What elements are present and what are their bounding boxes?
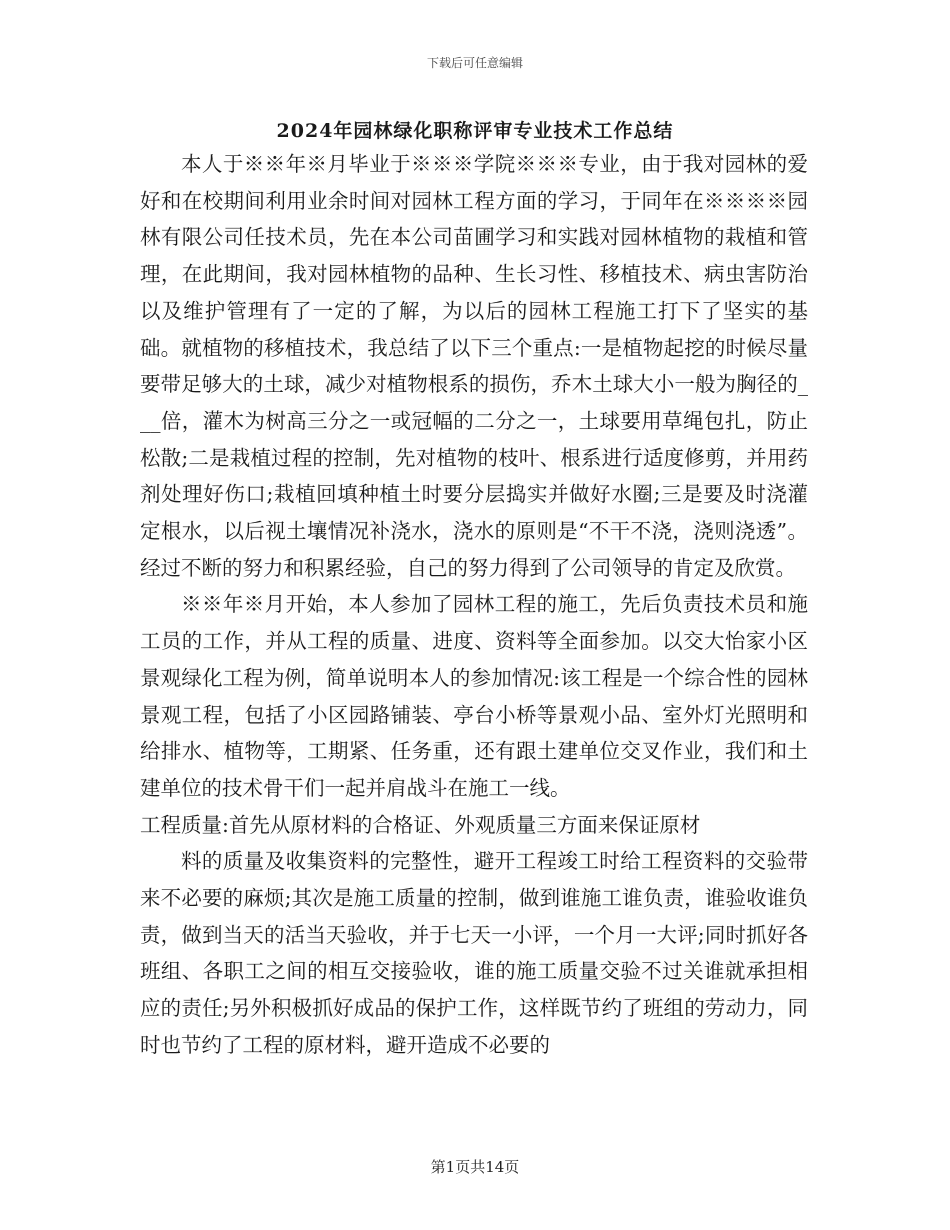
paragraph-1: 本人于※※年※月毕业于※※※学院※※※专业，由于我对园林的爱好和在校期间利用业余时间对园林工程方面的学习，于同年在※※※※园林有限公司任技术员，先在本公司苗圃学习和实践对园林植物的栽植和管理，在此期间，我对园林植物的品种、生长习性、移植技术、病虫害防治以及维护管理有了一定的了解，为以后的园林工程施工打下了坚实的基础。就植物的移植技术，我总结了以下三个重点:一是植物起挖的时候尽量要带足够大的土球，减少对植物根系的损伤，乔木土球大小一般为胸径的___倍，灌木为树高三分之一或冠幅的二分之一，土球要用草绳包扎，防止松散;二是栽植过程的控制，先对植物的枝叶、根系进行适度修剪，并用药剂处理好伤口;栽植回填种植土时要分层捣实并做好水圈;三是要及时浇灌定根水，以后视土壤情况补浇水，浇水的原则是“不干不浇，浇则浇透”。经过不断的努力和积累经验，自己的努力得到了公司领导的肯定及欣赏。 (140, 152, 808, 580)
paragraph-2: ※※年※月开始，本人参加了园林工程的施工，先后负责技术员和施工员的工作，并从工程的质量、进度、资料等全面参加。以交大怡家小区景观绿化工程为例，简单说明本人的参加情况:该工程是一个综合性的园林景观工程，包括了小区园路铺装、亭台小桥等景观小品、室外灯光照明和给排水、植物等，工期紧、任务重，还有跟土建单位交叉作业，我们和土建单位的技术骨干们一起并肩战斗在施工一线。 (140, 592, 808, 800)
page-number: 第1页共14页 (430, 1158, 520, 1176)
paragraph-4: 料的质量及收集资料的完整性，避开工程竣工时给工程资料的交验带来不必要的麻烦;其次是施工质量的控制，做到谁施工谁负责，谁验收谁负责，做到当天的活当天验收，并于七天一小评，一个月一大评;同时抓好各班组、各职工之间的相互交接验收，谁的施工质量交验不过关谁就承担相应的责任;另外积极抓好成品的保护工作，这样既节约了班组的劳动力，同时也节约了工程的原材料，避开造成不必要的 (140, 849, 808, 1057)
paragraph-3: 工程质量:首先从原材料的合格证、外观质量三方面来保证原材 (140, 812, 701, 837)
document-title: 2024年园林绿化职称评审专业技术工作总结 (276, 120, 674, 142)
header-note: 下载后可任意编辑 (426, 56, 523, 70)
document-body (140, 146, 808, 1064)
